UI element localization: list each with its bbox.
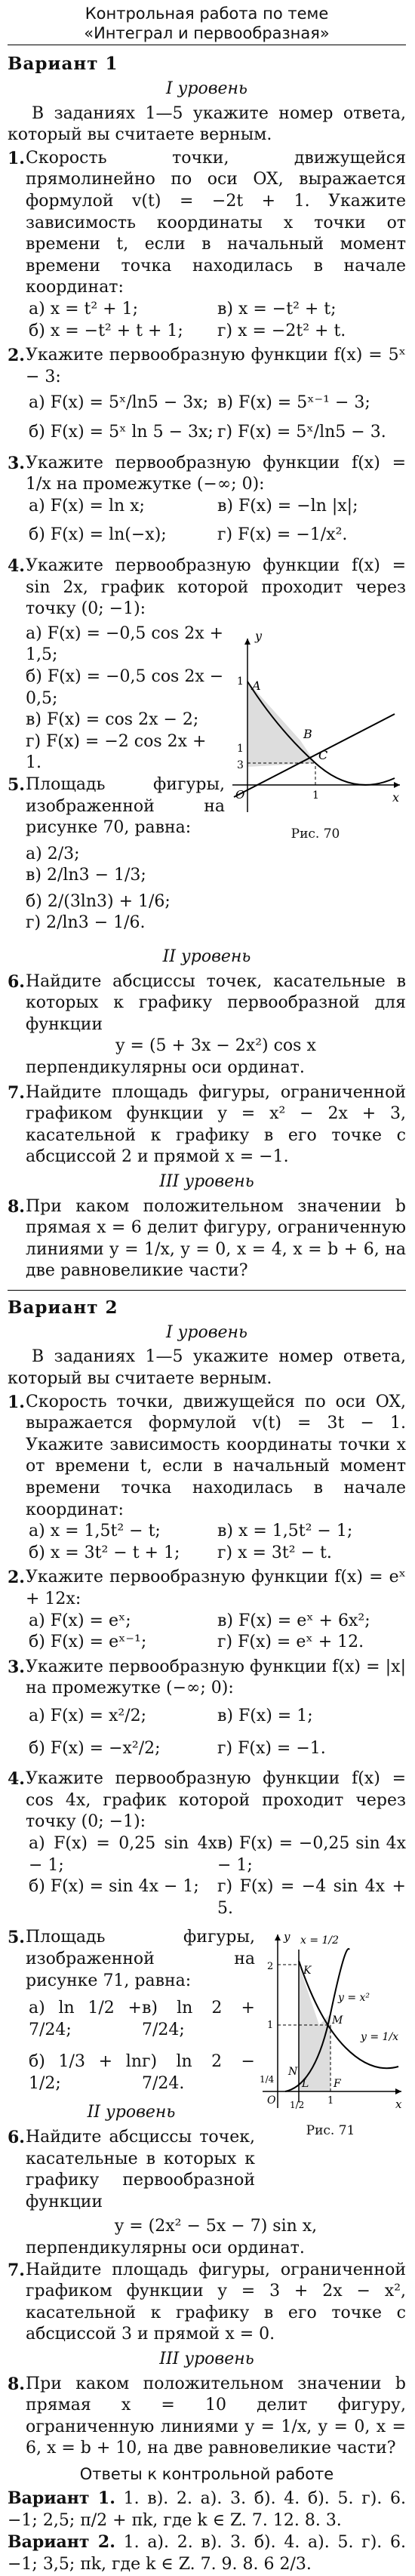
answer-option: г) F(x) = −2 cos 2x + 1. bbox=[26, 731, 207, 773]
y-axis-arrow-icon bbox=[275, 1934, 281, 1940]
v2-task-1 bbox=[8, 1392, 406, 1565]
v2-task-5 bbox=[8, 1927, 255, 2094]
answer-option: а) F(x) = x²/2; bbox=[29, 1706, 146, 1725]
answer-option: б) x = 3t² − t + 1; bbox=[29, 1543, 180, 1562]
variant-1-title: Вариант 1 bbox=[8, 54, 118, 75]
task-text: При каком положительном значении b прямая x = 6 делит фигуру, ограниченную линиями y = 1/x, y = 0, x = 4, x = b + 6, на две равновеликие части? bbox=[26, 1196, 406, 1281]
task-text: Площадь фигуры, изображенной на рисунке 70, равна: bbox=[26, 774, 225, 838]
point-label: L bbox=[302, 2078, 309, 2091]
answer-option: а) F(x) = −0,5 cos 2x + 1,5; bbox=[26, 623, 224, 665]
task-text: Укажите первообразную функции f(x) = |x| на промежутке (−∞; 0): bbox=[26, 1657, 406, 1698]
curve-label: y = x² bbox=[338, 1992, 370, 2005]
task-text: Укажите первообразную функции f(x) = 1/x на промежутке (−∞; 0): bbox=[26, 453, 406, 494]
header-line-1: Контрольная работа по теме bbox=[85, 5, 329, 23]
task-number: 5. bbox=[8, 774, 25, 795]
answer-option: в) ln 2 + 7/24; bbox=[142, 1999, 255, 2039]
answer-option: а) ln 1/2 + 7/24; bbox=[29, 1999, 142, 2039]
answer-option: г) ln 2 − 7/24. bbox=[142, 2052, 255, 2093]
v1-task-6 bbox=[8, 971, 406, 1079]
figure-71-graph bbox=[255, 1927, 406, 2116]
y-label: y bbox=[284, 1930, 290, 1944]
origin-label: O bbox=[267, 2094, 276, 2107]
origin-label: O bbox=[235, 787, 245, 802]
answer-option: г) F(x) = eˣ + 12. bbox=[217, 1633, 364, 1652]
task-text: Найдите абсциссы точек, касательные в которых к графику первообразной функции bbox=[26, 2128, 255, 2211]
task-text: Площадь фигуры, изображенной на рисунке 71, равна: bbox=[26, 1928, 255, 1990]
tick-label: 1 bbox=[312, 789, 319, 802]
answer-option: в) 2/ln3 − 1/3; bbox=[26, 866, 146, 885]
point-label: B bbox=[303, 726, 312, 741]
v1-task-8 bbox=[8, 1196, 406, 1282]
answers-variant-label: Вариант 1. bbox=[8, 2488, 115, 2509]
task-formula: y = (2x² − 5x − 7) sin x, bbox=[114, 2217, 318, 2236]
figure-71-caption: Рис. 71 bbox=[306, 2122, 355, 2138]
v2-level-2: II уровень bbox=[87, 2103, 176, 2122]
point-label: N bbox=[288, 2066, 298, 2079]
point-label: A bbox=[252, 678, 261, 693]
v1-level-2: II уровень bbox=[162, 947, 251, 967]
task-number: 2. bbox=[8, 1568, 25, 1588]
variant-2-title: Вариант 2 bbox=[8, 1297, 118, 1318]
answer-option: в) F(x) = 5ˣ⁻¹ − 3; bbox=[217, 393, 370, 413]
answer-option: в) F(x) = cos 2x − 2; bbox=[26, 710, 199, 730]
answer-option: б) F(x) = −0,5 cos 2x − 0,5; bbox=[26, 666, 224, 708]
x-axis-arrow-icon bbox=[395, 2088, 401, 2094]
task-number: 8. bbox=[8, 1196, 25, 1217]
tick-label: 1 bbox=[327, 2095, 334, 2107]
v1-intro: В заданиях 1—5 укажите номер ответа, который вы считаете верным. bbox=[8, 103, 406, 145]
tick-label: 2 bbox=[267, 1961, 274, 1973]
answer-option: в) F(x) = eˣ + 6x²; bbox=[217, 1611, 370, 1630]
task-text: Скорость точки, движущейся прямолинейно по оси OX, выражается формулой v(t) = −2t + 1. Укажите зависимость координаты x точки от времени t, если в начальный момент времени точка находилась в начале координат: bbox=[26, 148, 406, 297]
v1-task-5 bbox=[8, 774, 225, 934]
y-label: y bbox=[255, 628, 263, 643]
answer-option: б) F(x) = −x²/2; bbox=[29, 1738, 161, 1758]
v1-level-1: I уровень bbox=[165, 79, 248, 99]
task-text: перпендикулярны оси ординат. bbox=[26, 2239, 305, 2258]
task-text: Найдите площадь фигуры, ограниченной графиком функции y = x² − 2x + 3, касательной к графику в его точке с абсциссой 2 и прямой x = −1. bbox=[26, 1082, 406, 1167]
answer-option: б) 1/3 + ln 1/2; bbox=[29, 2052, 142, 2093]
task-text: Укажите первообразную функции f(x) = 5ˣ − 3: bbox=[26, 346, 406, 386]
v2-level-1: I уровень bbox=[165, 1322, 248, 1342]
v1-task-1 bbox=[8, 148, 406, 342]
x-label: x bbox=[392, 789, 400, 805]
answers-variant-1 bbox=[8, 2488, 406, 2531]
answer-option: г) x = −2t² + t. bbox=[217, 321, 346, 340]
task-number: 4. bbox=[8, 556, 25, 576]
answer-option: г) x = 3t² − t. bbox=[217, 1543, 332, 1562]
v2-task-2 bbox=[8, 1567, 406, 1653]
tick-label: 3 bbox=[237, 759, 244, 771]
v1-task-7 bbox=[8, 1082, 406, 1168]
task-text: перпендикулярны оси ординат. bbox=[26, 1058, 305, 1078]
task-text: При каком положительном значении b прямая x = 10 делит фигуру, ограниченную линиями y = 1/x, y = 0, x = 6, x = b + 10, на две равновеликие части? bbox=[26, 2374, 406, 2458]
point-label: F bbox=[334, 2078, 341, 2091]
answer-option: г) F(x) = −1. bbox=[217, 1738, 326, 1758]
task-text: Найдите площадь фигуры, ограниченной графиком функции y = 3 + 2x − x², касательной к графику в его точке с абсциссой 3 и прямой x = 0. bbox=[26, 2260, 406, 2344]
task-number: 6. bbox=[8, 2128, 25, 2148]
answers-title: Ответы к контрольной работе bbox=[79, 2464, 334, 2483]
answer-option: б) 2/(3ln3) + 1/6; bbox=[26, 891, 171, 911]
answer-option: в) x = 1,5t² − 1; bbox=[217, 1522, 353, 1541]
v2-task-4 bbox=[8, 1768, 406, 1919]
answer-option: б) x = −t² + t + 1; bbox=[29, 321, 183, 340]
answer-option: г) 2/ln3 − 1/6. bbox=[26, 913, 146, 933]
task-text: Укажите первообразную функции f(x) = cos 4x, график которой проходит через точку (0; −1): bbox=[26, 1769, 406, 1832]
answer-option: г) F(x) = 5ˣ/ln5 − 3. bbox=[217, 423, 386, 442]
answer-option: а) F(x) = eˣ; bbox=[29, 1611, 131, 1630]
answer-option: б) F(x) = eˣ⁻¹; bbox=[29, 1633, 147, 1652]
v1-task-4-5-block bbox=[8, 623, 406, 937]
variant-2 bbox=[8, 1297, 406, 2460]
task-number: 1. bbox=[8, 148, 25, 168]
answer-option: а) 2/3; bbox=[26, 844, 80, 863]
task-number: 3. bbox=[8, 453, 25, 473]
v2-task-6 bbox=[8, 2127, 255, 2213]
curve-label: y = 1/x bbox=[361, 2031, 399, 2044]
x-axis-arrow-icon bbox=[394, 782, 400, 788]
task-number: 1. bbox=[8, 1392, 25, 1412]
v1-task-3 bbox=[8, 453, 406, 546]
point-label: K bbox=[303, 1965, 312, 1977]
tick-label: 1 bbox=[237, 675, 244, 688]
answer-option: б) F(x) = sin 4x − 1; bbox=[29, 1877, 199, 1897]
answer-option: б) F(x) = 5ˣ ln 5 − 3x; bbox=[29, 423, 214, 442]
v2-intro: В заданиях 1—5 укажите номер ответа, который вы считаете верным. bbox=[8, 1347, 406, 1389]
v1-level-3: III уровень bbox=[159, 1172, 254, 1192]
task-number: 7. bbox=[8, 2260, 25, 2280]
v2-task-7 bbox=[8, 2260, 406, 2346]
answer-option: в) F(x) = 1; bbox=[217, 1706, 313, 1725]
answer-option: а) x = t² + 1; bbox=[29, 300, 139, 319]
v2-task-3 bbox=[8, 1657, 406, 1759]
v2-level-3: III уровень bbox=[159, 2350, 254, 2368]
task-text: Найдите абсциссы точек, касательные в которых к графику первообразной для функции bbox=[26, 971, 406, 1034]
task-text: Укажите первообразную функции f(x) = eˣ + 12x: bbox=[26, 1568, 406, 1608]
tick-label: 1 bbox=[237, 742, 244, 755]
line-label: x = 1/2 bbox=[300, 1934, 340, 1947]
task-formula: y = (5 + 3x − 2x²) cos x bbox=[115, 1036, 316, 1056]
v2-task-8 bbox=[8, 2374, 406, 2460]
task-number: 5. bbox=[8, 1928, 25, 1948]
page-header bbox=[8, 5, 406, 43]
task-number: 7. bbox=[8, 1082, 25, 1103]
v1-task-4 bbox=[8, 556, 406, 620]
answer-option: а) F(x) = 0,25 sin 4x − 1; bbox=[29, 1833, 217, 1875]
answers-variant-label: Вариант 2. bbox=[8, 2532, 115, 2553]
figure-70-caption: Рис. 70 bbox=[290, 826, 340, 842]
answer-option: а) F(x) = ln x; bbox=[29, 496, 145, 516]
task-number: 4. bbox=[8, 1769, 25, 1790]
answer-option: в) F(x) = −0,25 sin 4x − 1; bbox=[217, 1833, 406, 1875]
v1-task-2 bbox=[8, 345, 406, 443]
point-label: C bbox=[318, 747, 328, 762]
tick-label: 1/4 bbox=[260, 2074, 275, 2085]
figure-71 bbox=[255, 1927, 406, 2139]
x-label: x bbox=[395, 2097, 402, 2112]
variant-1 bbox=[8, 53, 406, 1282]
answers-text: 1. в). 2. а). 3. б). 4. б). 5. г). 6. −1; 2,5; π/2 + πk, где k ∈ Z. 7. 12. 8. 3. bbox=[8, 2489, 407, 2530]
answer-option: б) F(x) = ln(−x); bbox=[29, 525, 167, 545]
task-number: 2. bbox=[8, 346, 25, 366]
answer-option: а) x = 1,5t² − t; bbox=[29, 1522, 161, 1541]
task-text: Скорость точки, движущейся по оси OX, выражается формулой v(t) = 3t − 1. Укажите зависимость координаты точки x от времени t, если в начальный момент времени точка находилась в начале координат: bbox=[26, 1392, 406, 1519]
task-text: Укажите первообразную функции f(x) = sin 2x, график которой проходит через точку (0; −1): bbox=[26, 556, 406, 619]
answers-text: 1. а). 2. в). 3. б). 4. а). 5. г). 6. −1; 3,5; πk, где k ∈ Z. 7. 9. 8. 6 2/3. bbox=[8, 2533, 406, 2574]
task-number: 6. bbox=[8, 971, 25, 992]
answer-option: в) F(x) = −ln |x|; bbox=[217, 496, 358, 516]
variant-divider bbox=[8, 1290, 406, 1291]
header-line-2: «Интеграл и первообразная» bbox=[84, 23, 330, 42]
answers-section bbox=[8, 2464, 406, 2576]
answer-option: г) F(x) = −4 sin 4x + 5. bbox=[217, 1877, 406, 1918]
point-label: M bbox=[332, 2014, 343, 2027]
figure-70 bbox=[225, 623, 406, 843]
task-number: 8. bbox=[8, 2374, 25, 2394]
answers-variant-2 bbox=[8, 2531, 406, 2575]
v2-task-5-6-block bbox=[8, 1927, 406, 2216]
task-number: 3. bbox=[8, 1657, 25, 1677]
tick-label: 1/2 bbox=[290, 2100, 305, 2111]
figure-70-graph bbox=[225, 623, 406, 820]
tick-label: 1 bbox=[267, 2020, 274, 2032]
answer-option: г) F(x) = −1/x². bbox=[217, 525, 348, 545]
y-axis-arrow-icon bbox=[244, 639, 251, 645]
answer-option: в) x = −t² + t; bbox=[217, 300, 337, 319]
answer-option: а) F(x) = 5ˣ/ln5 − 3x; bbox=[29, 393, 209, 413]
